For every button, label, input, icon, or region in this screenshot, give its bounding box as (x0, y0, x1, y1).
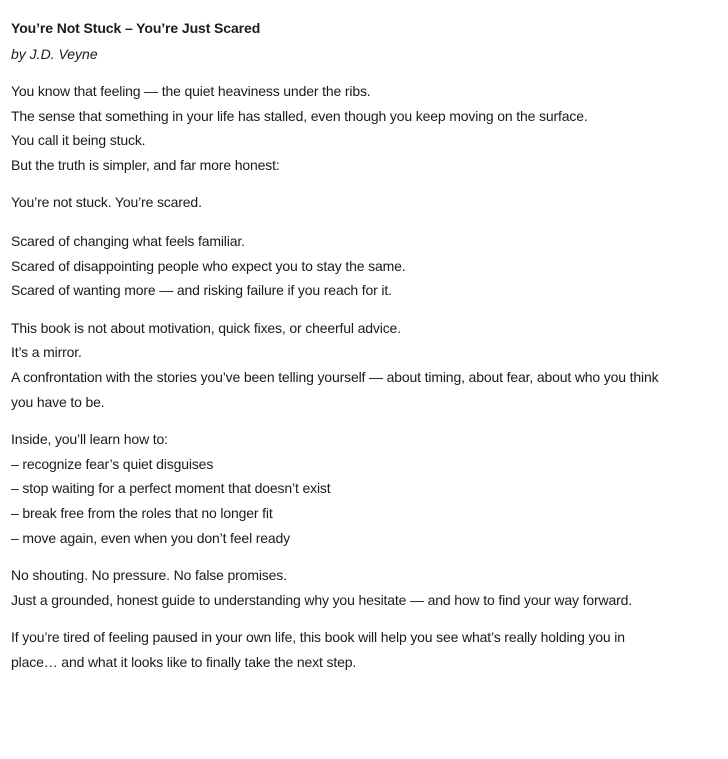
text-line: You call it being stuck. (11, 132, 146, 149)
paragraph-closing (11, 625, 700, 674)
text-line: The sense that something in your life has stalled, even though you keep moving on the surface. (11, 107, 588, 124)
text-line: It’s a mirror. (11, 344, 82, 361)
paragraph-intro (11, 79, 700, 177)
text-line: This book is not about motivation, quick fixes, or cheerful advice. (11, 319, 401, 336)
list-item: – break free from the roles that no longer fit (11, 504, 273, 521)
text-line: No shouting. No pressure. No false promises. (11, 567, 287, 584)
text-line: You’re not stuck. You’re scared. (11, 194, 202, 211)
list-item: – move again, even when you don’t feel ready (11, 529, 291, 546)
paragraph-learn-list (11, 427, 700, 550)
text-line: A confrontation with the stories you’ve been telling yourself — about timing, about fear, about who you think you have to be. (11, 368, 659, 410)
paragraph-mirror (11, 316, 700, 414)
text-line: If you’re tired of feeling paused in your own life, this book will help you see what’s really holding you in place… and what it looks like to finally take the next step. (11, 629, 625, 670)
paragraph-thesis (11, 190, 700, 215)
text-line: But the truth is simpler, and far more honest: (11, 156, 280, 173)
paragraph-fears (11, 229, 700, 303)
book-byline: by J.D. Veyne (11, 46, 98, 62)
text-line: Scared of changing what feels familiar. (11, 232, 245, 249)
text-line: Scared of wanting more — and risking failure if you reach for it. (11, 282, 392, 299)
text-line: Just a grounded, honest guide to understanding why you hesitate — and how to find your way forward. (11, 591, 632, 608)
book-title: You’re Not Stuck – You’re Just Scared (11, 20, 261, 36)
paragraph-promise (11, 563, 700, 612)
list-item: – recognize fear’s quiet disguises (11, 455, 214, 472)
text-line: Scared of disappointing people who expect you to stay the same. (11, 257, 406, 274)
text-line: Inside, you’ll learn how to: (11, 431, 168, 448)
text-line: You know that feeling — the quiet heaviness under the ribs. (11, 83, 371, 99)
list-item: – stop waiting for a perfect moment that doesn’t exist (11, 480, 331, 497)
